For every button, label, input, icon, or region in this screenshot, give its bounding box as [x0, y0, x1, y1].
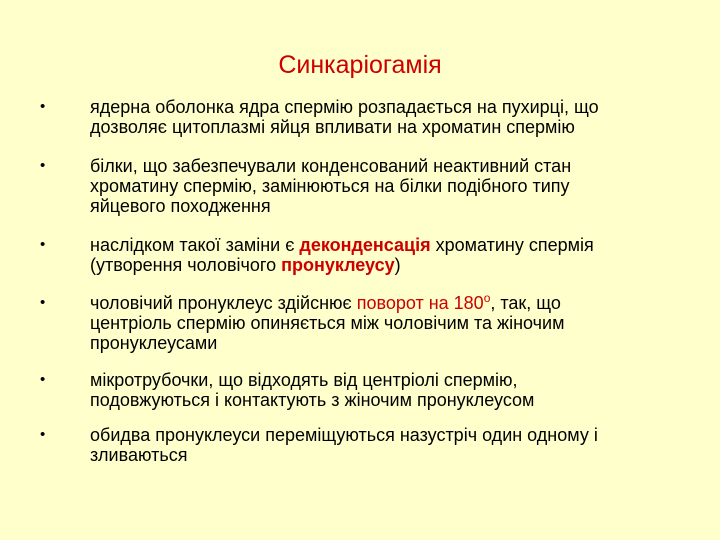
text-run: наслідком такої заміни є: [90, 235, 300, 255]
list-item-line: ядерна оболонка ядра спермію розпадається на пухирці, що: [90, 97, 599, 117]
highlight-term-decondensation: деконденсація: [299, 235, 431, 255]
bullet-marker: •: [40, 236, 46, 253]
list-item-line: [90, 255, 690, 275]
list-item-line: [90, 235, 690, 255]
list-item-line: подовжуються і контактують з жіночим пронуклеусом: [90, 390, 535, 410]
list-item-line: зливаються: [90, 445, 188, 465]
bullet-marker: •: [40, 371, 46, 388]
list-item-text: [90, 370, 690, 410]
bullet-marker: •: [40, 294, 46, 311]
text-run: (утворення чоловічого: [90, 255, 282, 275]
degree-mark: о: [483, 291, 491, 305]
list-item-text: [90, 235, 690, 275]
list-item-line: мікротрубочки, що відходять від центріолі спермію,: [90, 370, 518, 390]
list-item-line: центріоль спермію опиняється між чоловічим та жіночим: [90, 313, 565, 333]
slide-title: Синкаріогамія: [278, 51, 442, 79]
list-item-line: [90, 293, 690, 313]
list-item-text: [90, 425, 690, 465]
text-run: чоловічий пронуклеус здійснює: [90, 293, 357, 313]
list-item-line: білки, що забезпечували конденсований неактивний стан: [90, 156, 572, 176]
list-item-text: [90, 97, 690, 137]
highlight-term-pronucleus: пронуклеусу: [281, 255, 395, 275]
highlight-term-rotation: поворот на 180: [356, 293, 484, 313]
bullet-marker: •: [40, 98, 46, 115]
list-item-line: яйцевого походження: [90, 196, 271, 216]
list-item-line: хроматину спермію, замінюються на білки подібного типу: [90, 176, 570, 196]
list-item-text: [90, 156, 690, 216]
list-item-line: пронуклеусами: [90, 333, 218, 353]
list-item-line: дозволяє цитоплазмі яйця впливати на хроматин спермію: [90, 117, 575, 137]
text-run: , так, що: [490, 293, 561, 313]
list-item-text: [90, 293, 690, 353]
bullet-marker: •: [40, 426, 46, 443]
list-item-line: обидва пронуклеуси переміщуються назустріч один одному і: [90, 425, 598, 445]
text-run: хроматину спермія: [430, 235, 594, 255]
bullet-marker: •: [40, 157, 46, 174]
text-run: ): [394, 255, 401, 275]
